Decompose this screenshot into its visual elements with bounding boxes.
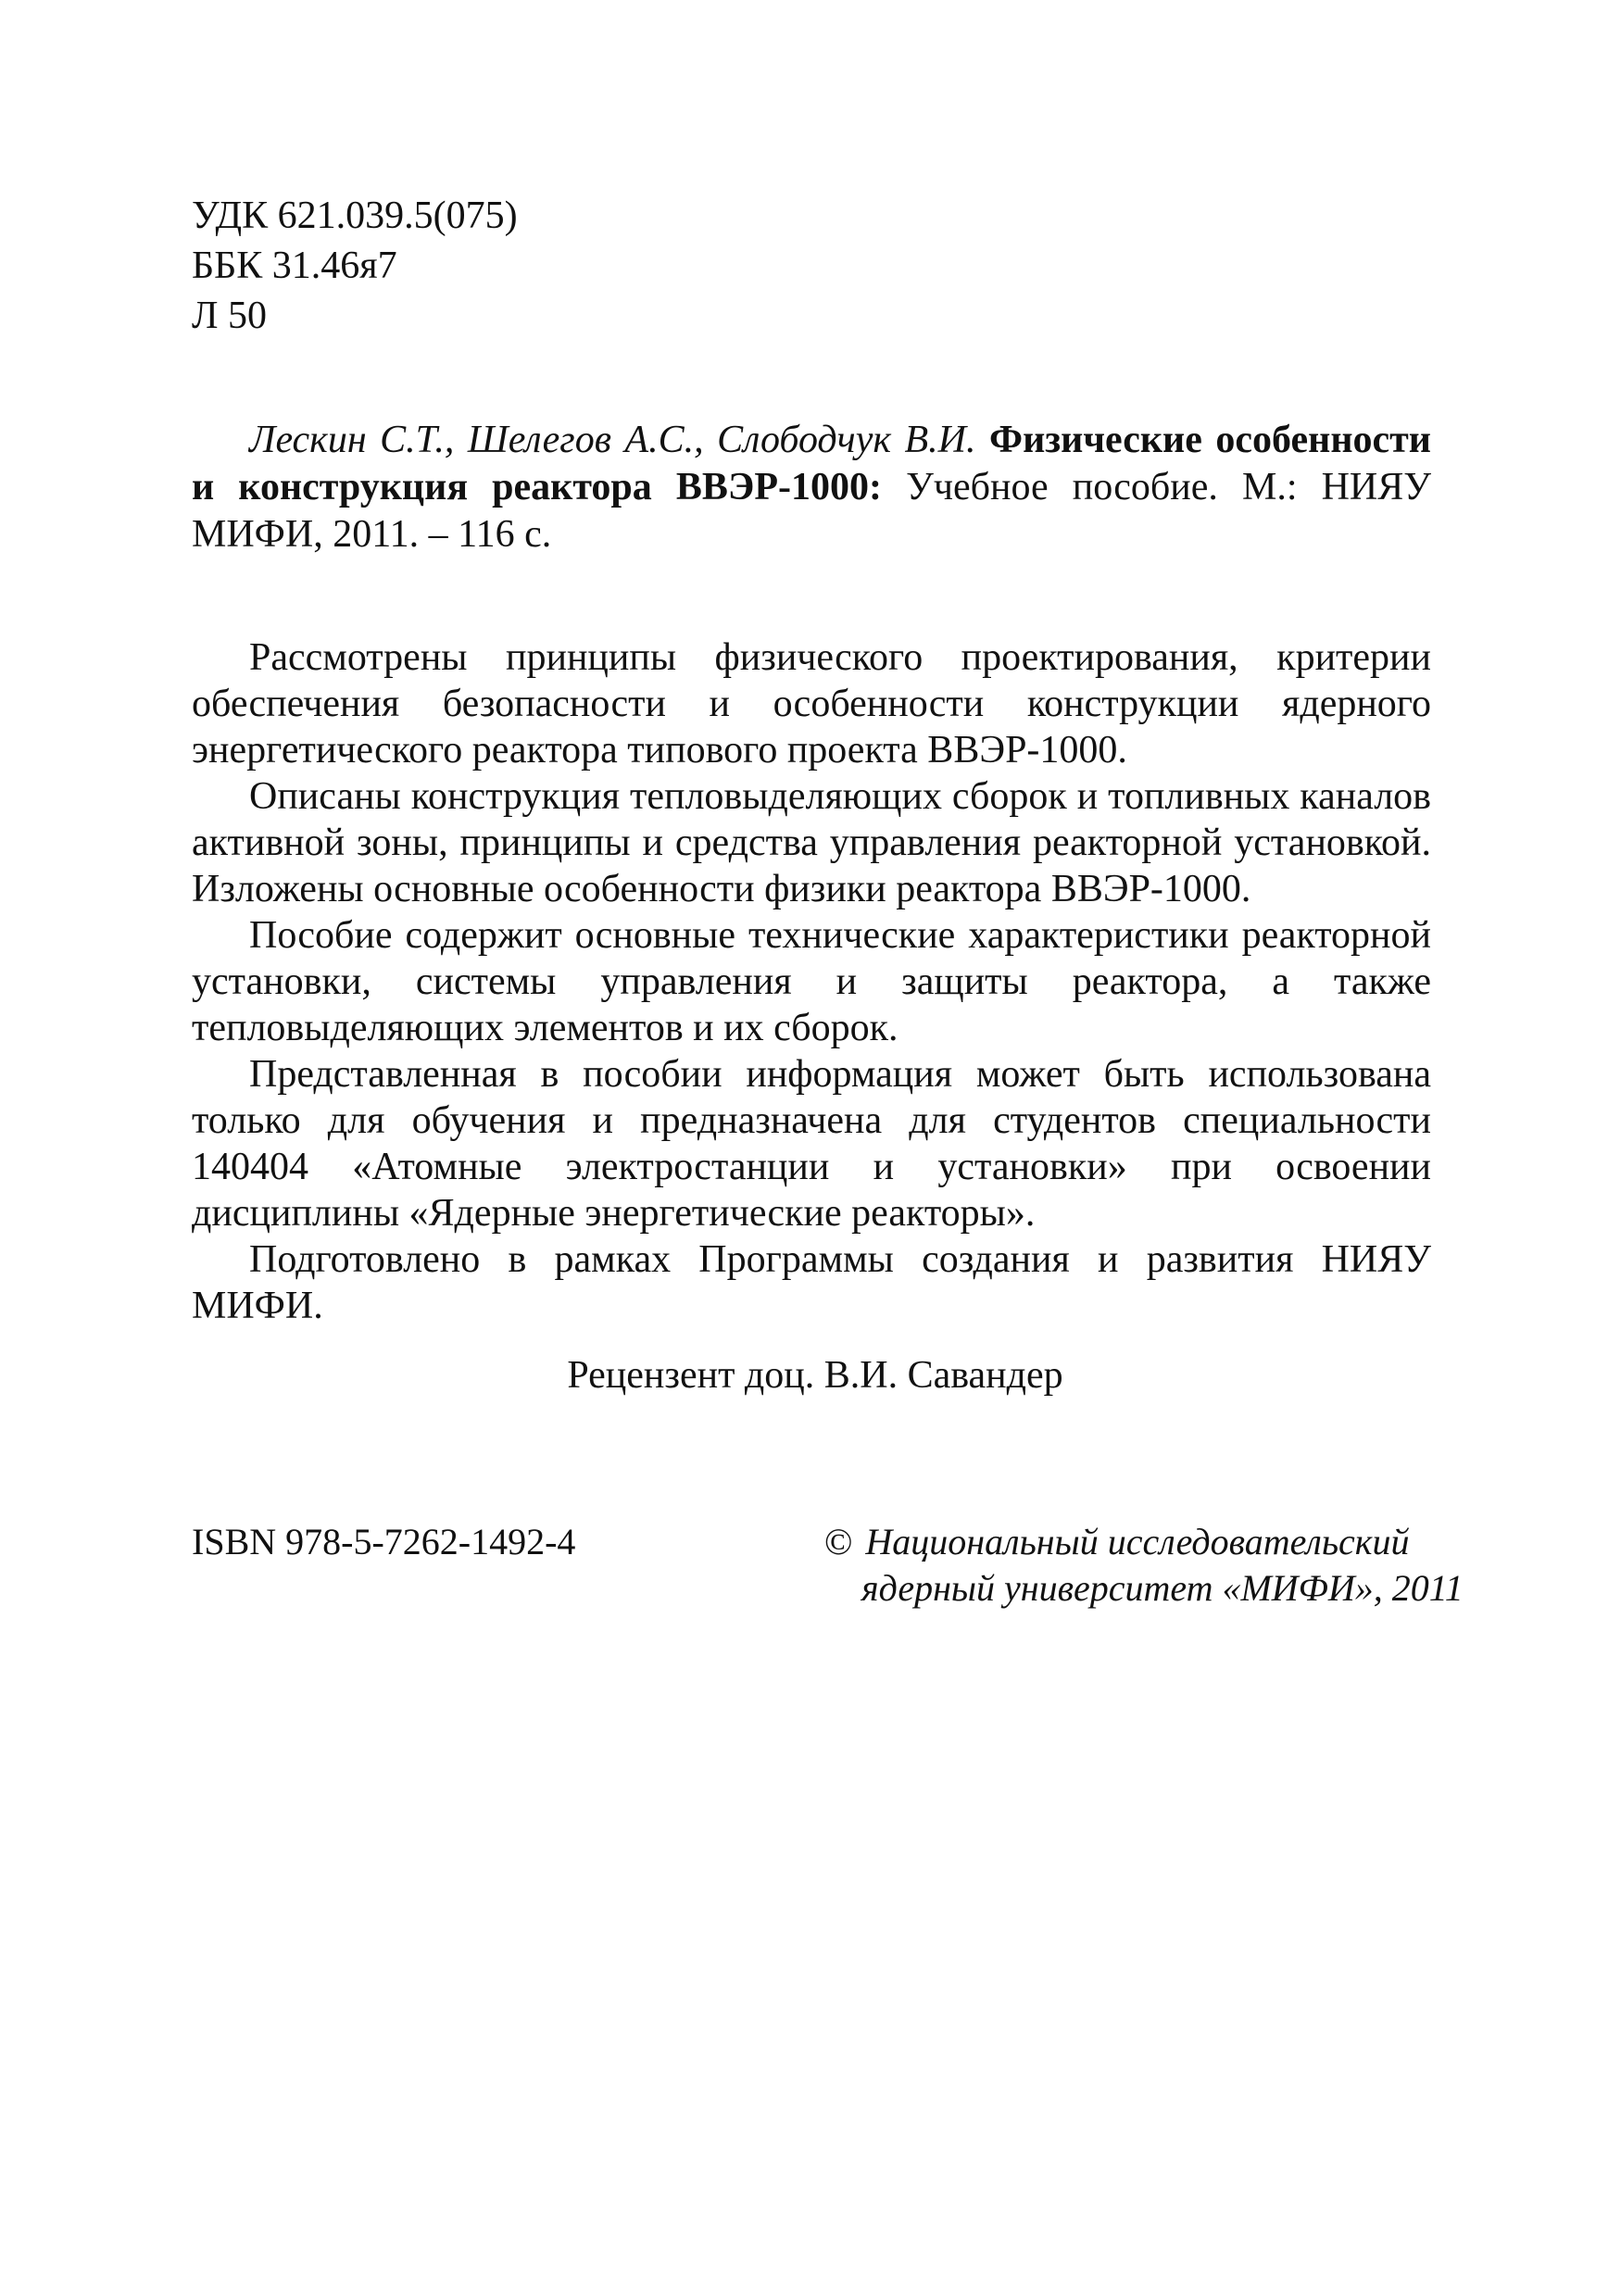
abstract bbox=[192, 634, 1431, 1329]
abstract-paragraph: Представленная в пособии информация может быть использована только для обучения и предназначена для студентов специальности 140404 «Атомные электростанции и установки» при освоении дисциплины «Ядерные энергетические реакторы». bbox=[192, 1053, 1431, 1235]
citation-publication: Учебное пособие. М.: НИЯУ МИФИ, 2011. – 116 с. bbox=[192, 466, 1432, 556]
reviewer-line: Рецензент доц. В.И. Савандер bbox=[567, 1354, 1063, 1397]
bbk-code: ББК 31.46я7 bbox=[192, 245, 397, 287]
copyright-icon: © bbox=[824, 1521, 853, 1562]
copyright-notice bbox=[824, 1519, 1464, 1612]
bibliographic-citation bbox=[192, 417, 1431, 558]
citation-authors: Лескин С.Т., Шелегов А.С., Слободчук В.И. bbox=[249, 419, 976, 461]
citation-text bbox=[192, 417, 1431, 558]
copyright-holder-line1: Национальный исследовательский bbox=[865, 1521, 1410, 1562]
abstract-paragraph: Подготовлено в рамках Программы создания и развития НИЯУ МИФИ. bbox=[192, 1238, 1431, 1327]
citation-title: Физические особенности и конструкция реактора ВВЭР-1000: bbox=[192, 419, 1431, 508]
udk-code: УДК 621.039.5(075) bbox=[192, 194, 518, 237]
abstract-paragraph: Описаны конструкция тепловыделяющих сборок и топливных каналов активной зоны, принципы и средства управления реакторной установкой. Изложены основные особенности физики реактора ВВЭР-1000. bbox=[192, 775, 1431, 910]
isbn: ISBN 978-5-7262-1492-4 bbox=[192, 1521, 576, 1562]
abstract-paragraph: Пособие содержит основные технические характеристики реакторной установки, системы управления и защиты реактора, а также тепловыделяющих элементов и их сборок. bbox=[192, 914, 1431, 1049]
author-mark: Л 50 bbox=[192, 295, 267, 337]
abstract-paragraph: Рассмотрены принципы физического проектирования, критерии обеспечения безопасности и особенности конструкции ядерного энергетического реактора типового проекта ВВЭР-1000. bbox=[192, 636, 1431, 772]
classification-block bbox=[192, 191, 518, 341]
copyright-holder-line2: ядерный университет «МИФИ», 2011 bbox=[861, 1567, 1464, 1609]
